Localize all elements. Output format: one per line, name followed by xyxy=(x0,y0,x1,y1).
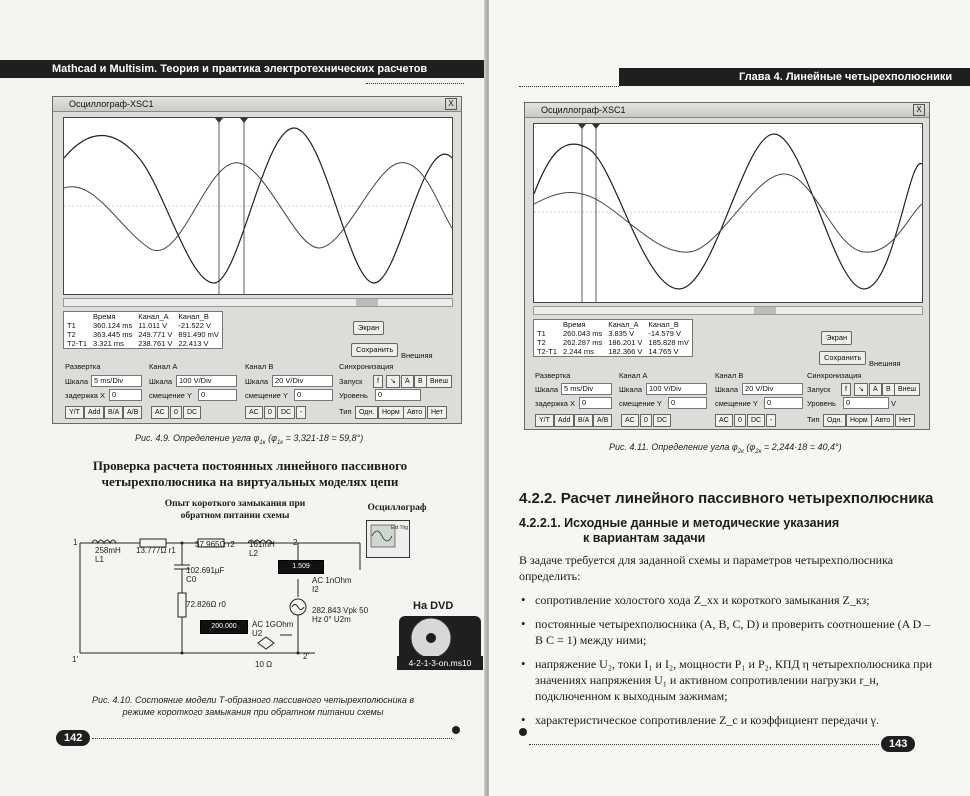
trigger-auto-button[interactable]: Авто xyxy=(871,414,894,427)
channel-b-dc-button[interactable]: DC xyxy=(277,406,295,419)
u2-label: AC 1GOhm U2 xyxy=(252,620,294,638)
oscilloscope-icon: Ext Trig xyxy=(366,520,410,558)
r2-label: 37.965Ω r2 xyxy=(195,540,235,549)
trigger-normal-button[interactable]: Норм xyxy=(846,414,872,427)
r1-label: 13.777Ω r1 xyxy=(136,546,176,555)
oscilloscope-screen xyxy=(533,123,923,303)
mode-ba-button[interactable]: B/A xyxy=(104,406,123,419)
channel-b-group-label: Канал В xyxy=(245,362,274,371)
subsection-title-line-1: 4.2.2.1. Исходные данные и методические указания xyxy=(519,516,840,530)
channel-b-zero-button[interactable]: 0 xyxy=(264,406,276,419)
intro-paragraph: В задаче требуется для заданной схемы и параметров четырехполюсника определить: xyxy=(519,553,894,583)
running-header-right: Глава 4. Линейные четырехполюсники xyxy=(619,68,970,86)
dvd-badge xyxy=(395,600,485,676)
channel-b-invert-button[interactable]: - xyxy=(766,414,776,427)
r-small-label: 10 Ω xyxy=(255,660,273,669)
delay-x-field[interactable]: 0 xyxy=(109,389,142,401)
trigger-edge-fall-button[interactable]: ↘ xyxy=(854,383,868,396)
horizontal-scrollbar[interactable] xyxy=(63,298,453,307)
external-label: Внешняя xyxy=(869,359,901,368)
trigger-none-button[interactable]: Нет xyxy=(895,414,915,427)
close-icon[interactable]: X xyxy=(913,104,925,116)
channel-a-zero-button[interactable]: 0 xyxy=(640,414,652,427)
trigger-edge-rise-button[interactable]: f xyxy=(841,383,851,396)
channel-b-dc-button[interactable]: DC xyxy=(747,414,765,427)
channel-a-trace xyxy=(534,134,922,289)
channel-b-zero-button[interactable]: 0 xyxy=(734,414,746,427)
channel-a-scale-field[interactable]: 100 V/Div xyxy=(646,383,707,395)
screen-button[interactable]: Экран xyxy=(821,331,852,345)
measurement-table xyxy=(63,311,223,349)
right-page xyxy=(489,0,970,796)
channel-a-offset-field[interactable]: 0 xyxy=(198,389,237,401)
list-item: • напряжение U₂, токи I₁ и I₂, мощности P₁ и P₂, КПД η четырехполюсника при значениях напряжения U₁ и активном сопротивлении нагрузки r_н, подключенном к выходным зажимам; xyxy=(519,656,937,704)
table-row: T1 360.124 ms 11.011 V -21.522 V xyxy=(67,321,211,330)
trigger-none-button[interactable]: Нет xyxy=(427,406,447,419)
mode-add-button[interactable]: Add xyxy=(84,406,104,419)
header-dotted-rule xyxy=(366,83,464,84)
section-heading: Проверка расчета постоянных линейного пассивного четырехполюсника на виртуальных моделях цепи xyxy=(92,458,408,489)
trigger-single-button[interactable]: Одн. xyxy=(355,406,378,419)
circuit-title: Опыт короткого замыкания при обратном питании схемы xyxy=(164,499,306,521)
table-row: T2 363.445 ms 249.771 V 891.490 mV xyxy=(67,330,219,339)
voltmeter-u2: 200.000 xyxy=(200,620,248,634)
mode-ab-button[interactable]: A/B xyxy=(123,406,142,419)
delay-x-field[interactable]: 0 xyxy=(579,397,612,409)
dvd-filename: 4-2-1-3-on.ms10 xyxy=(397,656,483,670)
channel-a-ac-button[interactable]: AC xyxy=(621,414,639,427)
channel-b-invert-button[interactable]: - xyxy=(296,406,306,419)
oscilloscope-label: Осциллограф xyxy=(367,503,427,513)
table-row: T1 260.043 ms 3.835 V -14.579 V xyxy=(537,329,681,338)
requirements-list xyxy=(519,592,937,736)
figure-caption-4-10: Рис. 4.10. Состояние модели Т-образного пассивного четырехполюсника в режиме короткого замыкания при обратном питании схемы xyxy=(91,695,415,717)
trigger-edge-fall-button[interactable]: ↘ xyxy=(386,375,400,388)
page-number-right: 143 xyxy=(881,736,915,752)
table-row: T2-T1 3.321 ms 238.761 V 22.413 V xyxy=(67,339,209,348)
l2-label: 161mH L2 xyxy=(249,540,275,558)
oscilloscope-titlebar xyxy=(525,103,929,118)
external-label: Внешняя xyxy=(401,351,433,360)
disc-icon xyxy=(409,616,453,660)
figure-caption-4-9: Рис. 4.9. Определение угла $\varphi_{1к}$ $(\varphi_{1к} = 3,321\cdot 18 = 59,8^\circ)$ xyxy=(135,433,364,446)
window-title: Осциллограф-XSC1 xyxy=(69,99,154,109)
page-number-left: 142 xyxy=(56,730,90,746)
end-bullet xyxy=(452,726,460,734)
mode-ba-button[interactable]: B/A xyxy=(574,414,593,427)
save-button[interactable]: Сохранить xyxy=(819,351,866,365)
measurement-table: Время Канал_А Канал_В T1 260.043 ms 3.835 V -14.579 V T2 262.287 ms 186.201 V 185.828 mV T2-T1 2.244 ms 182.366 V 14.765 V xyxy=(533,319,693,357)
channel-b-scale-field[interactable]: 20 V/Div xyxy=(742,383,803,395)
trigger-level-field[interactable]: 0 xyxy=(843,397,889,409)
trigger-external-button[interactable]: Внеш xyxy=(426,375,452,388)
mode-add-button[interactable]: Add xyxy=(554,414,574,427)
header-dotted-rule xyxy=(519,86,619,87)
channel-a-ac-button[interactable]: AC xyxy=(151,406,169,419)
channel-a-dc-button[interactable]: DC xyxy=(183,406,201,419)
channel-a-group-label: Канал А xyxy=(149,362,178,371)
screen-button[interactable]: Экран xyxy=(353,321,384,335)
trigger-a-button[interactable]: A xyxy=(401,375,414,388)
l1-label: 258mH L1 xyxy=(95,546,121,564)
trigger-single-button[interactable]: Одн. xyxy=(823,414,846,427)
oscilloscope-screen xyxy=(63,117,453,295)
channel-b-trace xyxy=(64,163,452,251)
close-icon[interactable]: X xyxy=(445,98,457,110)
trigger-auto-button[interactable]: Авто xyxy=(403,406,426,419)
channel-a-zero-button[interactable]: 0 xyxy=(170,406,182,419)
channel-a-dc-button[interactable]: DC xyxy=(653,414,671,427)
section-title: 4.2.2. Расчет линейного пассивного четырехполюсника xyxy=(519,490,934,507)
horizontal-scrollbar[interactable] xyxy=(533,306,923,315)
save-button[interactable]: Сохранить xyxy=(351,343,398,357)
channel-b-ac-button[interactable]: AC xyxy=(715,414,733,427)
running-header-left: Mathcad и Multisim. Теория и практика электротехнических расчетов xyxy=(0,60,486,78)
list-item: • сопротивление холостого хода Z_хх и короткого замыкания Z_кз; xyxy=(519,592,937,608)
sweep-scale-field[interactable]: 5 ms/Div xyxy=(561,383,612,395)
sync-group-label: Синхронизация xyxy=(339,362,394,371)
end-bullet xyxy=(519,728,527,736)
channel-a-offset-field[interactable]: 0 xyxy=(668,397,707,409)
mode-yt-button[interactable]: Y/T xyxy=(535,414,554,427)
list-item: • постоянные четырехполюсника (A, B, C, D) и проверить соотношение (A D – B C = 1) между ними; xyxy=(519,616,937,648)
col-time: Время xyxy=(93,312,116,321)
oscilloscope-window-right: Осциллограф-XSC1 X Время Канал_А Канал_В T1 260.043 ms 3.835 V -14.579 V T2 262.287 ms 186.201 V 185.828 mV T2-T1 2.244 ms 182.366 V 14.765 V Экран Сохранить Внешняя Развертка Шкала 5 ms/Div задержка X 0 Канал А Шкала 100 V/Div смещение Y 0 Канал В Шкала 20 V/Div смещение Y 0 Синхронизация Запуск f ↘ A B Внеш Уровень 0 V Y/T Add B/A A/B AC 0 DC AC 0 DC - Тип Одн. Норм Авто Нет xyxy=(524,102,930,430)
channel-a-scale-field[interactable]: 100 V/Div xyxy=(176,375,237,387)
channel-b-scale-field[interactable]: 20 V/Div xyxy=(272,375,333,387)
mode-ab-button[interactable]: A/B xyxy=(593,414,612,427)
col-channel-b: Канал_В xyxy=(178,312,209,321)
trigger-normal-button[interactable]: Норм xyxy=(378,406,404,419)
channel-a-trace xyxy=(64,128,452,283)
sweep-group-label: Развертка xyxy=(65,362,101,371)
trigger-a-button[interactable]: A xyxy=(869,383,882,396)
ammeter-i2: 1.509 xyxy=(278,560,324,574)
figure-caption-4-11: Рис. 4.11. Определение угла $\varphi_{2к}$ $(\varphi_{2к} = 2,244\cdot 18 = 40,4^\circ)$ xyxy=(609,442,842,455)
table-row: T2-T1 2.244 ms 182.366 V 14.765 V xyxy=(537,347,679,356)
oscilloscope-window-left: Осциллограф-XSC1 X Время Канал_А Канал_В T1 360.124 ms 11.011 V -21.522 V T2 363.445 ms 249.771 V 891.490 mV T2-T1 3.321 ms 238.761 V 22.413 V Экран Сохранить Внешняя Развертка Шкала 5 ms/Div задержка X 0 Канал А Шкала 100 V/Div смещение Y 0 Канал В Шкала 20 V/Div смещение Y 0 Синхронизация Запуск f ↘ A B Внеш Уровень 0 Y/T Add B/A A/B AC 0 DC AC 0 DC - Тип Одн. Норм Авто Нет xyxy=(52,96,462,424)
channel-b-offset-field[interactable]: 0 xyxy=(294,389,333,401)
c0-label: 102.691μF C0 xyxy=(186,566,225,584)
col-channel-a: Канал_А xyxy=(138,312,169,321)
trigger-edge-rise-button[interactable]: f xyxy=(373,375,383,388)
source-label: 282.843 Vpk 50 Hz 0° U2m xyxy=(312,606,369,624)
oscilloscope-titlebar xyxy=(53,97,461,112)
i2-label: AC 1nOhm I2 xyxy=(312,576,352,594)
mode-yt-button[interactable]: Y/T xyxy=(65,406,84,419)
list-item: • характеристическое сопротивление Z_c и коэффициент передачи γ. xyxy=(519,712,937,728)
window-title: Осциллограф-XSC1 xyxy=(541,105,626,115)
node-1prime-label: 1' xyxy=(72,655,78,664)
trigger-b-button[interactable]: B xyxy=(414,375,427,388)
channel-b-offset-field[interactable]: 0 xyxy=(764,397,803,409)
r0-label: 72.826Ω r0 xyxy=(186,600,226,609)
trigger-external-button[interactable]: Внеш xyxy=(894,383,920,396)
node-2-label: 2 xyxy=(293,538,298,547)
node-2prime-label: 2' xyxy=(303,652,309,661)
sweep-scale-field[interactable]: 5 ms/Div xyxy=(91,375,142,387)
dvd-label: На DVD xyxy=(413,600,454,612)
channel-b-ac-button[interactable]: AC xyxy=(245,406,263,419)
node-1-label: 1 xyxy=(73,538,78,547)
subsection-title-line-2: к вариантам задачи xyxy=(583,531,706,545)
table-row: T2 262.287 ms 186.201 V 185.828 mV xyxy=(537,338,689,347)
trigger-b-button[interactable]: B xyxy=(882,383,895,396)
trigger-level-field[interactable]: 0 xyxy=(375,389,421,401)
